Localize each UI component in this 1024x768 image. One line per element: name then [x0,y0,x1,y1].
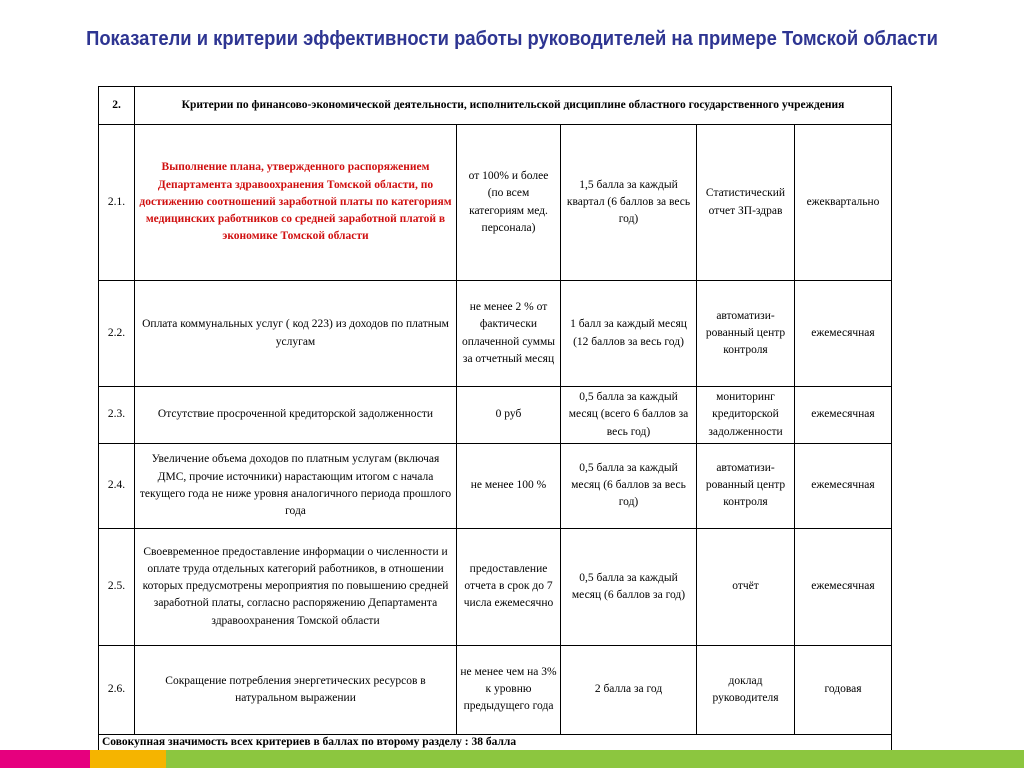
criterion-text: Своевременное предоставление информации о численности и оплате труда отдельных категорий работников, в отношении которых предусмотрены мероприятия по повышению средней заработной платы, согласно распоряжению Департамента здравоохранения Томской области [135,528,457,645]
criterion-text: Отсутствие просроченной кредиторской задолженности [135,387,457,444]
period-text: годовая [795,645,892,734]
criteria-table [98,86,892,753]
points-text: 0,5 балла за каждый месяц (всего 6 баллов за весь год) [561,387,697,444]
source-text: доклад руководителя [697,645,795,734]
row-number: 2.4. [99,443,135,528]
criterion-text: Увеличение объема доходов по платным услугам (включая ДМС, прочие источники) нарастающим итогом с начала текущего года не ниже уровня аналогичного периода прошлого года [135,443,457,528]
criterion-text: Оплата коммунальных услуг ( код 223) из доходов по платным услугам [135,281,457,387]
row-number: 2.1. [99,125,135,281]
table-row [99,645,892,734]
criterion-text: Выполнение плана, утвержденного распоряжением Департамента здравоохранения Томской области, по достижению соотношений заработной платы по категориям медицинских работников со средней заработной платой в экономике Томской области [135,125,457,281]
table-row [99,125,892,281]
points-text: 1 балл за каждый месяц (12 баллов за весь год) [561,281,697,387]
target-value: не менее 2 % от фактически оплаченной суммы за отчетный месяц [457,281,561,387]
source-text: отчёт [697,528,795,645]
points-text: 1,5 балла за каждый квартал (6 баллов за весь год) [561,125,697,281]
period-text: ежемесячная [795,281,892,387]
source-text: Статистический отчет ЗП-здрав [697,125,795,281]
slide-title: Показатели и критерии эффективности работы руководителей на примере Томской области [86,28,938,50]
total-text: Совокупная значимость всех критериев в баллах по второму разделу : 38 балла [99,734,892,752]
row-number: 2.2. [99,281,135,387]
source-text: автоматизи-рованный центр контроля [697,281,795,387]
target-value: не менее 100 % [457,443,561,528]
row-number: 2.6. [99,645,135,734]
period-text: ежемесячная [795,528,892,645]
period-text: ежеквартально [795,125,892,281]
points-text: 0,5 балла за каждый месяц (6 баллов за весь год) [561,443,697,528]
yellow-bar [90,750,166,768]
points-text: 2 балла за год [561,645,697,734]
table-row [99,443,892,528]
target-value: 0 руб [457,387,561,444]
section-number: 2. [99,87,135,125]
source-text: мониторинг кредиторской задолженности [697,387,795,444]
magenta-bar [0,750,90,768]
section-header-row [99,87,892,125]
criterion-text: Сокращение потребления энергетических ресурсов в натуральном выражении [135,645,457,734]
period-text: ежемесячная [795,443,892,528]
target-value: предоставление отчета в срок до 7 числа ежемесячно [457,528,561,645]
source-text: автоматизи-рованный центр контроля [697,443,795,528]
green-bar [166,750,1024,768]
points-text: 0,5 балла за каждый месяц (6 баллов за год) [561,528,697,645]
section-heading: Критерии по финансово-экономической деятельности, исполнительской дисциплине областного государственного учреждения [135,87,892,125]
table-row [99,387,892,444]
period-text: ежемесячная [795,387,892,444]
row-number: 2.5. [99,528,135,645]
target-value: от 100% и более (по всем категориям мед. персонала) [457,125,561,281]
row-number: 2.3. [99,387,135,444]
footer-color-bars [0,750,1024,768]
table-row [99,528,892,645]
target-value: не менее чем на 3% к уровню предыдущего года [457,645,561,734]
table-row [99,281,892,387]
